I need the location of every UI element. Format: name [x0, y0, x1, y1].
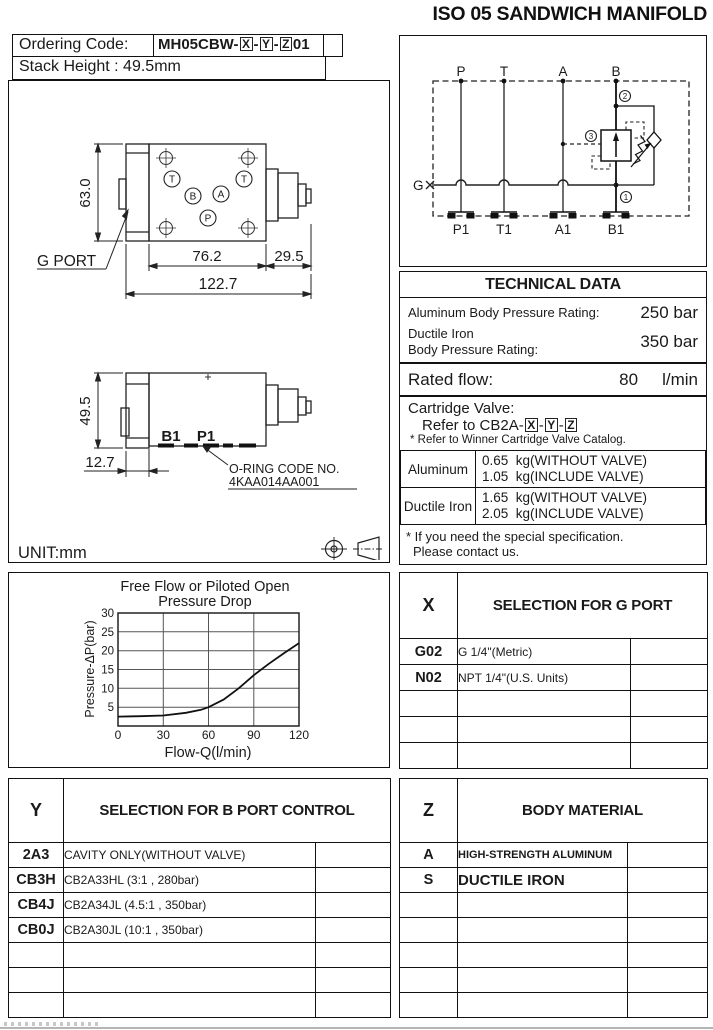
table-row: 2A3 CAVITY ONLY(WITHOUT VALVE)	[9, 843, 391, 868]
bottom-port-symbols	[448, 212, 630, 219]
callout-1: 1	[623, 193, 629, 202]
table-row: CB0J CB2A30JL (10:1 , 350bar)	[9, 918, 391, 943]
port-label-b1: B1	[607, 222, 625, 237]
table-row-empty	[400, 893, 708, 918]
port-letter-icons	[164, 171, 252, 226]
port-p: P	[204, 213, 212, 225]
chart-x-tick-labels	[115, 728, 310, 742]
top-view-outline	[119, 144, 311, 241]
port-label-p1: P1	[452, 222, 470, 237]
port-label-t1: T1	[496, 222, 512, 237]
z-table-title: BODY MATERIAL	[458, 779, 708, 843]
code-y-box: Y	[260, 37, 273, 51]
svg-text:15: 15	[101, 664, 114, 677]
svg-text:30: 30	[156, 728, 170, 742]
code-sep2: -	[273, 36, 279, 53]
mounting-hole-icons	[156, 148, 258, 238]
dim-12-7: 12.7	[85, 454, 115, 471]
weight-table	[400, 450, 706, 525]
cartridge-z-box: Z	[565, 418, 577, 432]
svg-text:90: 90	[247, 728, 261, 742]
rated-flow-value: 80	[619, 369, 639, 389]
dim-122-7: 122.7	[198, 276, 238, 293]
svg-text:30: 30	[101, 608, 114, 620]
weight-material: Aluminum	[401, 451, 476, 488]
dimension-drawings-panel	[8, 80, 390, 563]
port-label-a: A	[558, 64, 568, 79]
stack-height: Stack Height : 49.5mm	[12, 57, 326, 80]
svg-text:120: 120	[288, 728, 310, 742]
port-label-a1: A1	[554, 222, 572, 237]
circuit-bottom-port-labels	[453, 222, 625, 237]
table-row-empty	[400, 943, 708, 968]
ordering-code-row	[12, 34, 343, 57]
table-row-empty	[400, 717, 708, 743]
page-footer-smudge	[4, 1022, 100, 1026]
side-label-b1: B1	[161, 428, 181, 445]
oring-note-line1: O-RING CODE NO.	[229, 462, 340, 476]
table-row-empty	[400, 691, 708, 717]
callout-3: 3	[588, 132, 594, 141]
g-port-circuit-label: G	[413, 178, 424, 193]
dim-63: 63.0	[77, 178, 94, 208]
table-header-row	[400, 779, 708, 843]
svg-text:10: 10	[101, 683, 114, 696]
chart-x-axis-label: Flow-Q(l/min)	[164, 745, 252, 761]
table-row-empty	[400, 743, 708, 769]
table-row: N02 NPT 1/4"(U.S. Units)	[400, 665, 708, 691]
cartridge-valve-label: Cartridge Valve:	[408, 400, 515, 417]
chart-grid	[118, 613, 299, 726]
rated-flow-label: Rated flow:	[408, 369, 494, 389]
rated-flow-unit: l/min	[662, 369, 698, 389]
port-t-right: T	[240, 174, 248, 186]
chart-y-axis-label: Pressure-ΔP(bar)	[83, 620, 97, 718]
table-row-empty	[9, 993, 391, 1018]
svg-text:60: 60	[201, 728, 216, 742]
technical-data-header: TECHNICAL DATA	[400, 272, 706, 298]
aluminum-pressure-label: Aluminum Body Pressure Rating:	[408, 305, 600, 320]
page-bottom-edge	[0, 1027, 713, 1029]
dim-76-2: 76.2	[192, 248, 222, 265]
unit-label: UNIT:mm	[18, 544, 87, 560]
chart-title-line2: Pressure Drop	[158, 594, 252, 610]
port-label-t: T	[499, 64, 509, 79]
special-specification-note: * If you need the special specification. Please contact us.	[406, 529, 624, 559]
weight-row-ductile	[401, 488, 706, 525]
code-suffix: 01	[292, 36, 310, 53]
cartridge-catalog-note: * Refer to Winner Cartridge Valve Catalog.	[410, 434, 626, 446]
third-angle-projection-icon	[321, 537, 384, 560]
circuit-flow-lines	[461, 81, 616, 212]
port-label-p: P	[456, 64, 466, 79]
table-row-empty	[400, 968, 708, 993]
port-a: A	[217, 189, 225, 201]
code-prefix: MH05CBW-	[158, 36, 239, 53]
dimension-drawing	[9, 81, 387, 560]
cartridge-y-box: Y	[545, 418, 558, 432]
side-label-p1: P1	[196, 428, 216, 445]
g-port-selection-table	[399, 572, 708, 769]
table-header-row	[400, 573, 708, 639]
body-material-selection-table	[399, 778, 708, 1018]
cartridge-x-box: X	[525, 418, 538, 432]
ductile-pressure-label: Ductile Iron Body Pressure Rating:	[408, 326, 539, 357]
port-label-b: B	[611, 64, 621, 79]
chart-title-line1: Free Flow or Piloted Open	[120, 579, 290, 595]
table-row: CB4J CB2A34JL (4.5:1 , 350bar)	[9, 893, 391, 918]
table-row-empty	[9, 968, 391, 993]
pressure-rating-section	[400, 298, 706, 364]
counterbalance-valve-symbol	[563, 106, 661, 185]
ordering-code-value	[154, 35, 324, 56]
ductile-pressure-value: 350 bar	[640, 332, 698, 351]
g-port-label: G PORT	[37, 253, 97, 270]
side-view-outline	[121, 373, 311, 448]
code-z-box: Z	[280, 37, 292, 51]
chart-y-tick-labels	[101, 608, 114, 714]
pressure-drop-chart-panel	[8, 572, 390, 768]
cartridge-valve-code: Refer to CB2A- X - Y - Z	[408, 417, 698, 434]
ordering-empty-cell	[324, 35, 342, 56]
page-title: ISO 05 SANDWICH MANIFOLD	[432, 3, 707, 25]
callout-2: 2	[622, 92, 628, 101]
circuit-top-port-labels	[456, 64, 620, 79]
junction-dots	[459, 79, 619, 188]
weight-values: 0.65 kg(WITHOUT VALVE) 1.05 kg(INCLUDE VALVE)	[476, 451, 706, 488]
ordering-code-block	[12, 34, 343, 80]
weight-values: 1.65 kg(WITHOUT VALVE) 2.05 kg(INCLUDE VALVE)	[476, 488, 706, 525]
svg-text:5: 5	[107, 702, 114, 715]
technical-data-panel	[399, 271, 707, 565]
dim-29-5: 29.5	[274, 248, 304, 265]
weight-material: Ductile Iron	[401, 488, 476, 525]
ordering-code-label: Ordering Code:	[13, 35, 154, 56]
table-row: CB3H CB2A33HL (3:1 , 280bar)	[9, 868, 391, 893]
hydraulic-circuit-panel	[399, 35, 707, 267]
y-code-header: Y	[9, 779, 64, 843]
svg-text:0: 0	[114, 728, 122, 742]
code-sep1: -	[253, 36, 259, 53]
svg-text:20: 20	[101, 645, 114, 658]
table-row: A HIGH-STRENGTH ALUMINUM	[400, 843, 708, 868]
weight-row-aluminum	[401, 451, 706, 488]
manifold-boundary	[433, 81, 689, 216]
table-row: G02 G 1/4"(Metric)	[400, 639, 708, 665]
y-table-title: SELECTION FOR B PORT CONTROL	[64, 779, 391, 843]
z-code-header: Z	[400, 779, 458, 843]
port-b: B	[189, 191, 197, 203]
x-code-header: X	[400, 573, 458, 639]
port-t-left: T	[168, 174, 176, 186]
table-row-empty	[9, 943, 391, 968]
code-x-box: X	[240, 37, 253, 51]
svg-text:25: 25	[101, 626, 114, 639]
table-row: S DUCTILE IRON	[400, 868, 708, 893]
table-row-empty	[400, 918, 708, 943]
pressure-drop-chart	[9, 573, 387, 765]
cartridge-valve-section	[400, 397, 706, 448]
table-header-row	[9, 779, 391, 843]
dim-49-5: 49.5	[77, 396, 94, 426]
x-table-title: SELECTION FOR G PORT	[458, 573, 708, 639]
aluminum-pressure-value: 250 bar	[640, 302, 698, 322]
hydraulic-circuit-diagram	[400, 36, 704, 264]
oring-note-line2: 4KAA014AA001	[229, 475, 320, 489]
table-row-empty	[400, 993, 708, 1018]
b-port-control-selection-table	[8, 778, 391, 1018]
rated-flow-section	[400, 364, 706, 397]
